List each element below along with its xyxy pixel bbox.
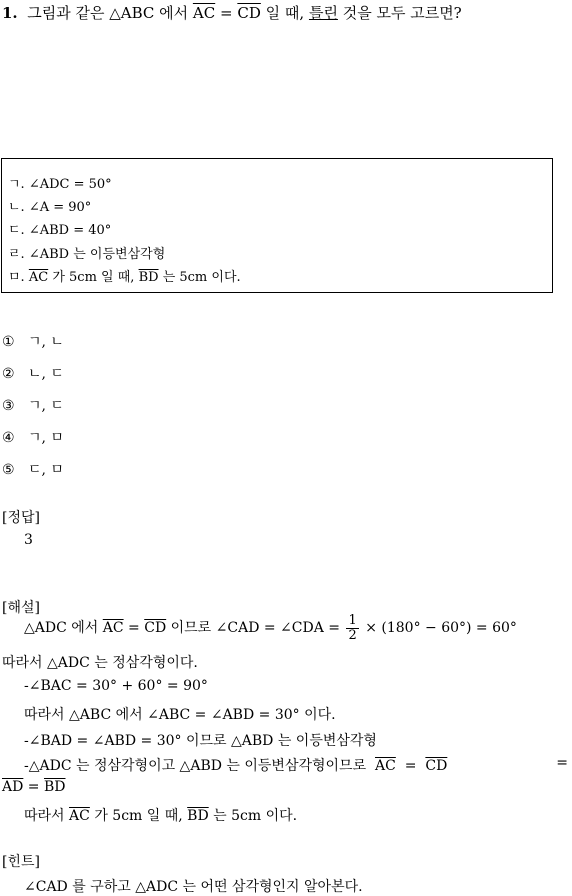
statement-3: ㄷ. ∠ABD = 40° [8, 223, 112, 238]
choice-5[interactable] [2, 459, 64, 479]
choice-text: ㄱ, ㄷ [28, 398, 64, 414]
segment-bd: $\overline{BD}$ [187, 808, 209, 824]
explanation-line-7 [2, 779, 66, 795]
segment-cd: $\overline{CD}$ [425, 758, 448, 774]
choice-3[interactable] [2, 395, 64, 415]
equals-sign: = [128, 620, 140, 637]
segment-ac: $\overline{AC}$ [375, 758, 396, 774]
hint-text: ∠CAD 를 구하고 △ADC 는 어떤 삼각형인지 알아본다. [24, 879, 363, 895]
answer-value: 3 [24, 532, 33, 548]
expl-1-post: × (180° − 60°) = 60° [365, 620, 517, 637]
choice-number: ① [2, 334, 15, 350]
fraction-numerator: 1 [348, 613, 357, 628]
statement-1: ㄱ. ∠ADC = 50° [8, 177, 112, 192]
explanation-line-3: -∠BAC = 30° + 60° = 90° [24, 678, 208, 694]
choice-1[interactable] [2, 331, 64, 351]
choice-number: ④ [2, 430, 15, 446]
statement-5 [8, 266, 241, 285]
expl-1-mid: 이므로 ∠CAD = ∠CDA = [170, 620, 341, 637]
equals-sign: = [556, 755, 568, 771]
fraction-one-half [346, 614, 358, 642]
segment-bd: $\overline{BD}$ [43, 779, 66, 795]
statement-4: ㄹ. ∠ABD 는 이등변삼각형 [8, 247, 166, 262]
question-mid: 일 때, [265, 4, 305, 22]
expl-8-mid: 가 5cm 일 때, [94, 808, 183, 824]
segment-ac: $\overline{AC}$ [102, 620, 124, 637]
answer-label: [정답] [2, 510, 40, 526]
choice-number: ⑤ [2, 462, 15, 478]
segment-ad: $\overline{AD}$ [2, 779, 24, 795]
question-text [2, 2, 462, 23]
statement-2: ㄴ. ∠A = 90° [8, 200, 92, 215]
fraction-denominator: 2 [348, 627, 357, 643]
question-emphasis-wrong: 틀린 [308, 4, 338, 22]
expl-6-pre: -△ADC 는 정삼각형이고 △ABD 는 이등변삼각형이므로 [24, 758, 367, 774]
choice-text: ㄴ, ㄷ [28, 366, 64, 382]
equals-sign: = [27, 779, 40, 795]
explanation-line-8 [24, 805, 297, 825]
choice-number: ③ [2, 398, 15, 414]
explanation-line-1 [24, 614, 517, 642]
segment-ac: $\overline{AC}$ [28, 270, 49, 285]
statement-5-mid: 가 5cm 일 때, [52, 270, 135, 285]
choice-2[interactable] [2, 363, 64, 383]
segment-cd: $\overline{CD}$ [144, 620, 167, 637]
question-number: 1. [2, 4, 18, 22]
segment-cd: $\overline{CD}$ [237, 4, 261, 22]
equals-sign: = [404, 758, 417, 774]
expl-8-pre: 따라서 [24, 808, 65, 824]
choice-text: ㄱ, ㄴ [28, 334, 64, 350]
statements-box [1, 158, 553, 293]
explanation-line-4: 따라서 △ABC 에서 ∠ABC = ∠ABD = 30° 이다. [24, 707, 336, 723]
segment-ac: $\overline{AC}$ [69, 808, 90, 824]
explanation-line-5: -∠BAD = ∠ABD = 30° 이므로 △ABD 는 이등변삼각형 [24, 733, 377, 749]
question-post: 것을 모두 고르면? [342, 4, 462, 22]
choice-number: ② [2, 366, 15, 382]
explanation-line-2: 따라서 △ADC 는 정삼각형이다. [2, 655, 198, 671]
explanation-label: [해설] [2, 600, 40, 616]
choice-4[interactable] [2, 427, 64, 447]
hint-label: [힌트] [2, 854, 40, 870]
expl-1-pre: △ADC 에서 [24, 620, 99, 637]
choice-text: ㄷ, ㅁ [28, 462, 64, 478]
statement-5-post: 는 5cm 이다. [162, 270, 241, 285]
choice-text: ㄱ, ㅁ [28, 430, 64, 446]
equals-sign: = [219, 4, 233, 22]
statement-5-pre: ㅁ. [8, 270, 25, 285]
expl-8-post: 는 5cm 이다. [213, 808, 298, 824]
segment-bd: $\overline{BD}$ [138, 270, 159, 285]
explanation-line-6 [24, 755, 570, 775]
question-pre: 그림과 같은 △ABC 에서 [27, 4, 189, 22]
segment-ac: $\overline{AC}$ [192, 4, 216, 22]
